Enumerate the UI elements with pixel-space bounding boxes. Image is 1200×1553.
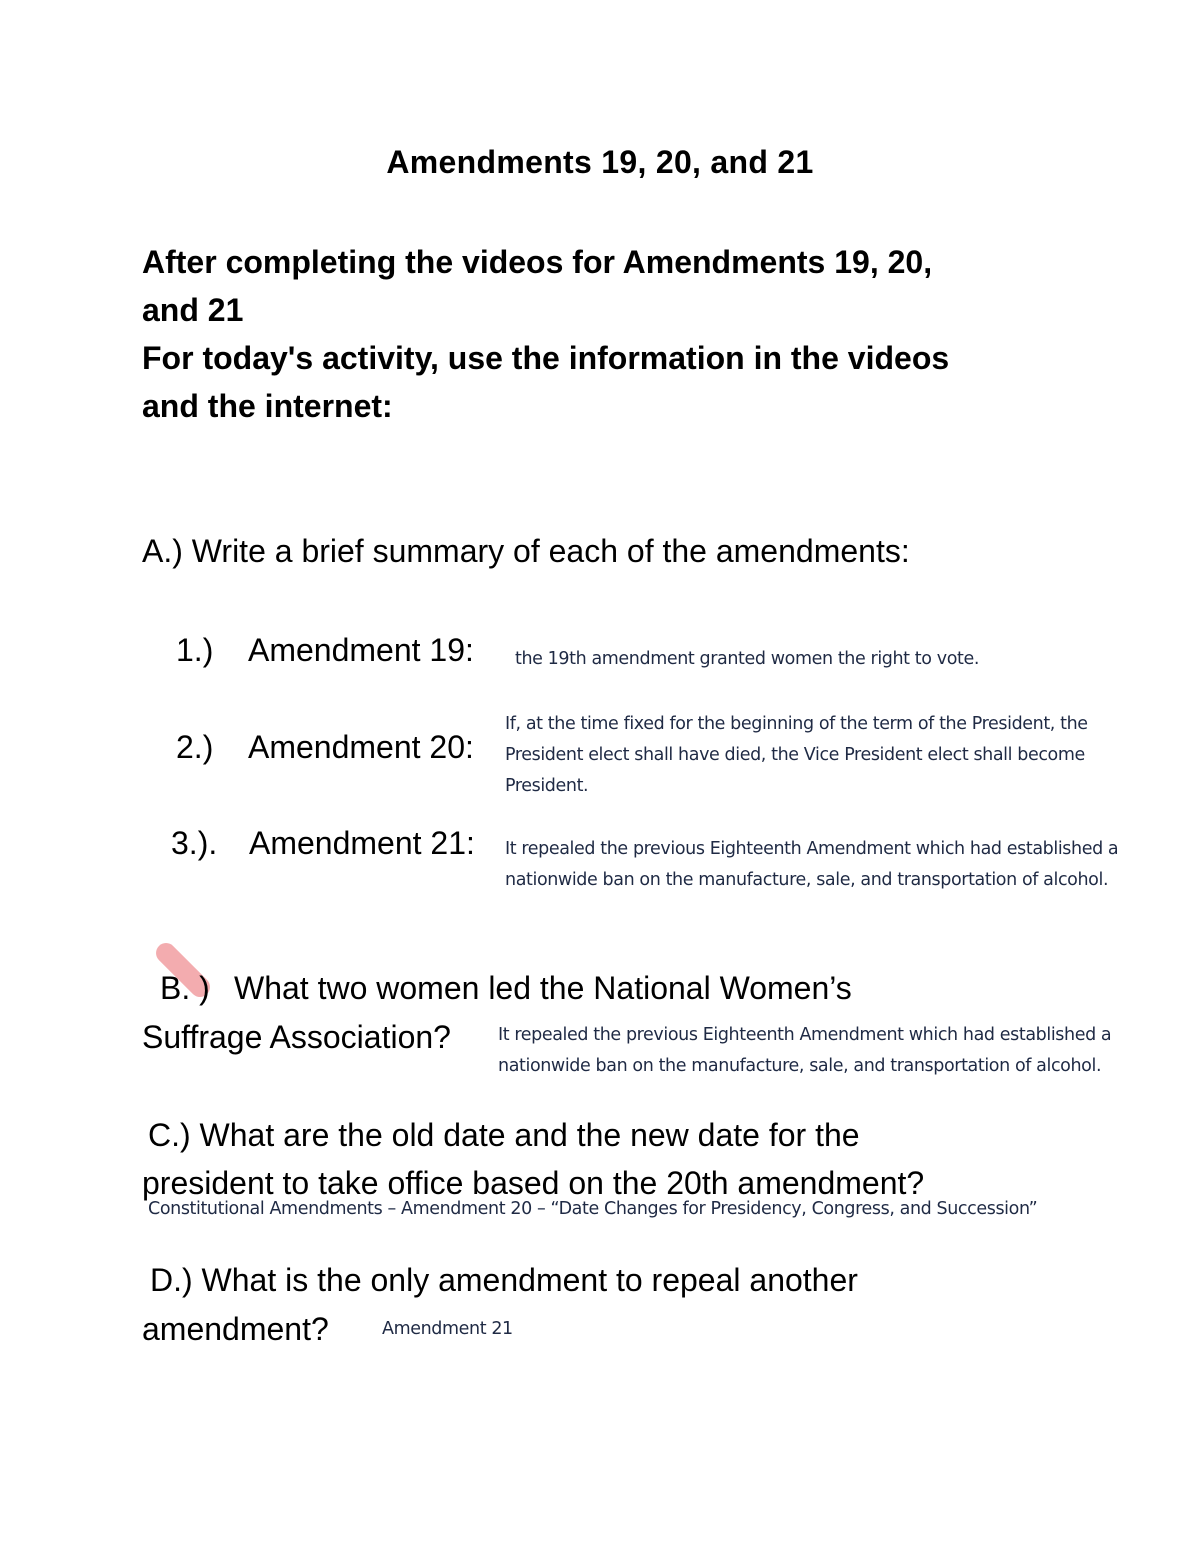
answer-line: President. xyxy=(505,776,589,796)
intro-instructions xyxy=(142,238,1082,430)
section-a-prompt: A.) Write a brief summary of each of the amendments: xyxy=(142,533,910,569)
amendment-label: Amendment 20: xyxy=(248,729,474,765)
answer-line: President elect shall have died, the Vice President elect shall become xyxy=(505,745,1085,765)
section-b-question: Suffrage Association? xyxy=(142,1019,451,1055)
section-c-question: president to take office based on the 20th amendment? xyxy=(142,1165,925,1201)
item-number: 3.). xyxy=(171,825,218,861)
answer-line: the 19th amendment granted women the right to vote. xyxy=(515,649,979,669)
amendment-label: Amendment 19: xyxy=(248,632,474,668)
section-d-question: D.) What is the only amendment to repeal another xyxy=(150,1262,858,1298)
amendment-label: Amendment 21: xyxy=(249,825,475,861)
section-d-question: amendment? xyxy=(142,1311,329,1347)
intro-line: and 21 xyxy=(142,292,244,328)
section-c-answer: Constitutional Amendments – Amendment 20 – “Date Changes for Presidency, Congress, and Succession” xyxy=(148,1199,1038,1219)
answer-line: It repealed the previous Eighteenth Amendment which had established a xyxy=(498,1025,1112,1045)
answer-line: nationwide ban on the manufacture, sale, and transportation of alcohol. xyxy=(505,870,1109,890)
section-b-prefix: B. ) xyxy=(160,970,210,1006)
section-b-answer xyxy=(498,1020,1111,1082)
answer-line: If, at the time fixed for the beginning of the term of the President, the xyxy=(505,714,1088,734)
amendment-20-answer xyxy=(505,709,1088,802)
section-c-question: C.) What are the old date and the new date for the xyxy=(148,1117,860,1153)
amendment-19-answer xyxy=(515,644,979,675)
section-b-question: What two women led the National Women’s xyxy=(234,970,852,1006)
intro-line: After completing the videos for Amendments 19, 20, xyxy=(142,244,933,280)
item-number: 2.) xyxy=(176,729,214,765)
amendment-21-answer xyxy=(505,834,1118,896)
page-title: Amendments 19, 20, and 21 xyxy=(386,144,814,180)
section-d-answer: Amendment 21 xyxy=(382,1319,513,1339)
answer-line: nationwide ban on the manufacture, sale, and transportation of alcohol. xyxy=(498,1056,1102,1076)
intro-line: and the internet: xyxy=(142,388,393,424)
item-number: 1.) xyxy=(176,632,214,668)
intro-line: For today's activity, use the information in the videos xyxy=(142,340,950,376)
answer-line: It repealed the previous Eighteenth Amendment which had established a xyxy=(505,839,1119,859)
